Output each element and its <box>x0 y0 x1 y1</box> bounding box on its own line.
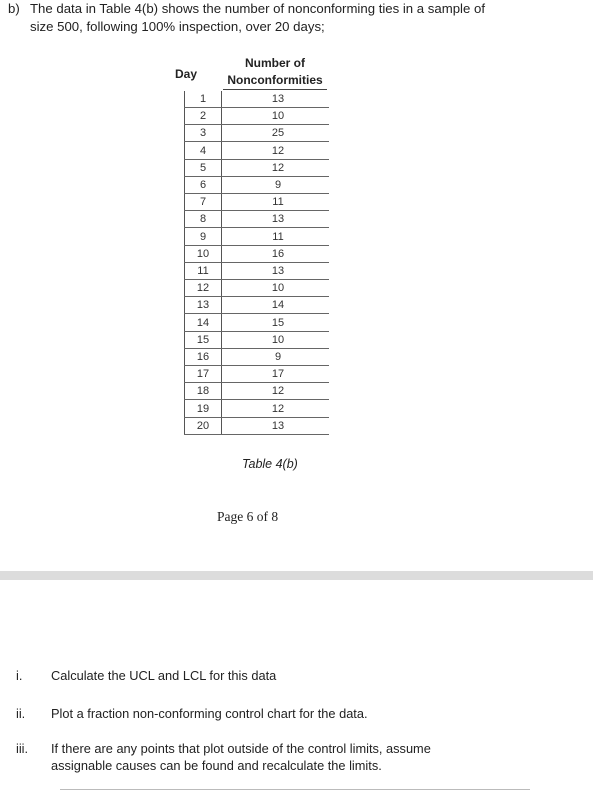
table-row <box>168 143 333 160</box>
table-row <box>168 280 333 297</box>
table-row <box>168 383 333 400</box>
table-row <box>168 366 333 383</box>
nonconformities-cell: 14 <box>271 299 285 312</box>
intro-line-2: size 500, following 100% inspection, over 20 days; <box>30 19 325 34</box>
nonconformities-cell: 9 <box>274 351 282 363</box>
nonconformities-cell: 12 <box>271 402 285 415</box>
row-rule <box>184 434 329 435</box>
day-cell: 15 <box>184 332 222 349</box>
nonconformities-cell: 12 <box>271 385 285 398</box>
day-cell: 20 <box>184 418 222 435</box>
header-num-line-1: Number of <box>245 56 305 70</box>
day-cell: 18 <box>184 383 222 400</box>
question-number: ii. <box>16 706 26 721</box>
day-cell: 4 <box>184 143 222 160</box>
question-text-line-1: If there are any points that plot outside of the control limits, assume <box>51 741 431 756</box>
table-row <box>168 418 333 435</box>
header-nonconformities <box>223 55 327 89</box>
nonconformities-cell: 10 <box>271 333 285 346</box>
table-row <box>168 297 333 314</box>
table-row <box>168 315 333 332</box>
nonconformities-cell: 13 <box>271 419 285 432</box>
page-gap <box>0 571 593 580</box>
day-cell: 14 <box>184 315 222 332</box>
day-cell: 6 <box>184 177 222 194</box>
table-row <box>168 194 333 211</box>
day-cell: 11 <box>184 263 222 280</box>
day-cell: 7 <box>184 194 222 211</box>
table-row <box>168 91 333 108</box>
nonconformities-cell: 12 <box>271 144 285 157</box>
day-cell: 12 <box>184 280 222 297</box>
day-cell: 5 <box>184 160 222 177</box>
question-number: iii. <box>16 741 29 756</box>
nonconformities-cell: 9 <box>274 179 282 191</box>
table-row <box>168 349 333 366</box>
table-row <box>168 108 333 125</box>
question-number: i. <box>16 668 23 683</box>
table-row <box>168 332 333 349</box>
nonconformities-cell: 12 <box>271 161 285 174</box>
day-cell: 3 <box>184 125 222 142</box>
table-row <box>168 246 333 263</box>
nonconformities-cell: 15 <box>271 316 285 329</box>
nonconformities-cell: 11 <box>272 230 284 243</box>
day-cell: 1 <box>184 91 222 108</box>
nonconformities-cell: 25 <box>271 127 285 140</box>
part-label: b) <box>8 1 20 16</box>
day-cell: 19 <box>184 401 222 418</box>
table-row <box>168 401 333 418</box>
table-caption: Table 4(b) <box>242 457 298 471</box>
nonconformities-cell: 17 <box>271 368 285 381</box>
header-num-line-2: Nonconformities <box>227 73 323 87</box>
day-cell: 13 <box>184 297 222 314</box>
nonconformities-cell: 13 <box>271 265 285 277</box>
page-footer: Page 6 of 8 <box>217 509 279 524</box>
table-row <box>168 229 333 246</box>
nonconformities-cell: 13 <box>271 213 285 226</box>
nonconformities-cell: 10 <box>271 110 285 123</box>
day-cell: 16 <box>184 349 222 366</box>
table-row <box>168 125 333 142</box>
table-row <box>168 160 333 177</box>
header-rule <box>223 89 327 90</box>
day-cell: 8 <box>184 211 222 228</box>
question-text-line-2: assignable causes can be found and recalculate the limits. <box>51 758 382 773</box>
question-intro <box>8 0 583 36</box>
intro-line-1: The data in Table 4(b) shows the number of nonconforming ties in a sample of <box>30 1 485 16</box>
nonconformities-cell: 10 <box>271 282 285 295</box>
day-cell: 10 <box>184 246 222 263</box>
question-text: Calculate the UCL and LCL for this data <box>51 668 277 683</box>
day-cell: 9 <box>184 229 222 246</box>
day-cell: 2 <box>184 108 222 125</box>
table-row <box>168 211 333 228</box>
table-row <box>168 263 333 280</box>
nonconformities-cell: 11 <box>272 196 284 209</box>
nonconformities-cell: 16 <box>271 247 285 260</box>
table-row <box>168 177 333 194</box>
day-cell: 17 <box>184 366 222 383</box>
header-day: Day <box>174 67 197 81</box>
question-text: Plot a fraction non-conforming control chart for the data. <box>51 706 368 721</box>
bottom-rule <box>60 789 530 790</box>
nonconformities-cell: 13 <box>271 93 285 105</box>
